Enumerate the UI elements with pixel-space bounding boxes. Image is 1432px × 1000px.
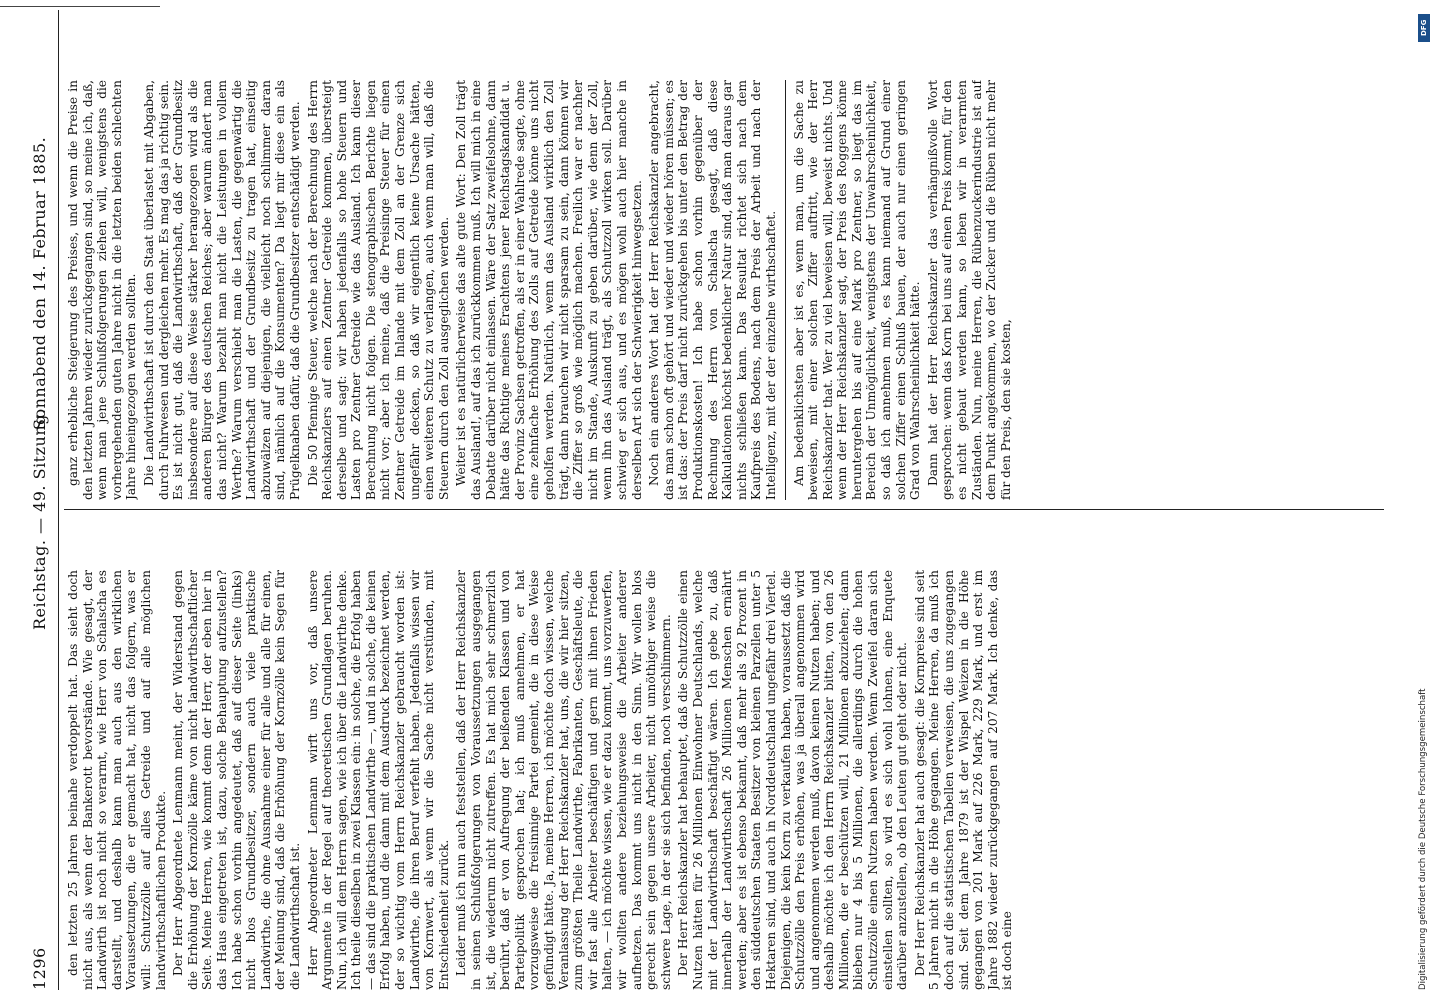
column-right	[66, 80, 1386, 500]
column-divider	[64, 509, 1384, 510]
paragraph: Weiter ist es natürlicherweise das alte gute Wort: Den Zoll trägt das Ausland!, auf das ich zurückkommen muß. Ich will mich in eine Debatte darüber nicht einlassen. Wäre der Satz zweifelsohne, dann hätte das Richtige meines Erachtens jener Reichstagskandidat u. der Provinz Sachsen getroffen, als er in einer Wahlrede sagte, ohne eine zehnfache Erhöhung des Zolls auf Getreide könne uns nicht geholfen werden. Natürlich, wenn das Ausland wirklich den Zoll trägt, dann brauchen wir nicht sparsam zu sein, dann können wir die Ziffer so groß wie möglich machen. Freilich war er nachher nicht im Stande, Auskunft zu geben darüber, wie denn der Zoll, wenn ihn das Ausland trägt, als Schutzzoll wirken soll. Darüber schwieg er sich aus, und es mögen wohl auch hier manche in derselben Art sich der Schwierigkeit hinwegsetzen.	[454, 80, 644, 500]
paragraph: Der Herr Reichskanzler hat behauptet, daß die Schutzzölle einen Nutzen hätten für 26 Millionen Einwohner Deutschlands, welche mit der Landwirthschaft beschäftigt wären. Ich gebe zu, daß innerhalb der Landwirthschaft 26 Millionen Menschen ernährt werden; aber es ist ebenso bekannt, daß mehr als 92 Prozent in den süddeutschen Staaten Besitzer von kleinen Parzellen unter 5 Hektaren sind, und auch in Norddeutschland ungefähr drei Viertel. Diejenigen, die kein Korn zu verkaufen haben, voraussetzt daß die Schutzzölle den Preis erhöhen, was ja überall angenommen wird und angenommen werden muß, davon keinen Nutzen haben; und deshalb möchte ich den Herrn Reichskanzler bitten, von den 26 Millionen, die er beschützen will, 21 Millionen abzuziehen; dann blieben nur 4 bis 5 Millionen, die allerdings durch die hohen Schutzzölle einen Nutzen haben werden. Wenn Zweifel daran sich einstellen sollten, so wird es sich wohl lohnen, eine Enquete darüber anzustellen, ob den Leuten gut geht oder nicht.	[676, 570, 910, 990]
column-left	[66, 570, 1386, 990]
paragraph: Noch ein anderes Wort hat der Herr Reichskanzler angebracht, das man schon oft gehört und wieder und wieder hören müssen; es ist das: der Preis darf nicht zurückgehen bis unter den Betrag der Produktionskosten! Ich habe schon vorhin gegenüber der Rechnung des Herrn von Schalscha gesagt, daß diese Kalkulationen höchst bedenklicher Natur sind, daß man daraus gar nichts schließen kann. Das Resultat richtet sich nach dem Kaufpreis des Bodens, nach dem Preis der Arbeit und nach der Intelligenz, mit der der einzelne wirthschaftet.	[647, 80, 778, 500]
dfg-credit: Digitalisierung gefördert durch die Deutsche Forschungsgemeinschaft	[1418, 688, 1428, 990]
paragraph: Der Herr Abgeordnete Lenmann meint, der Widerstand gegen die Erhöhung der Kornzölle käme von nicht landwirthschaftlicher Seite. Meine Herren, wie kommt denn der Herr, der eben hier in das Haus eingetreten ist, dazu, solche Behauptung aufzustellen? Ich habe schon vorhin angedeutet, daß auf dieser Seite (links) nicht blos Grundbesitzer, sondern auch viele praktische Landwirthe, die ohne Ausnahme einer für alle und alle für einen, der Meinung sind, daß die Erhöhung der Kornzölle kein Segen für die Landwirthschaft ist.	[171, 570, 302, 990]
paragraph: ganz erhebliche Steigerung des Preises, und wenn die Preise in den letzten Jahren wieder zurückgegangen sind, so meine ich, daß, wenn man jene Schlußfolgerungen ziehen will, wenigstens die vorhergehenden guten Jahre nicht in die letzten beiden schlechten Jahre hineingezogen werden sollten.	[66, 80, 139, 500]
session-date: Sonnabend den 14. Februar 1885.	[30, 136, 49, 430]
section-rule	[785, 80, 786, 500]
paragraph: Am bedenklichsten aber ist es, wenn man, um die Sache zu beweisen, mit einer solchen Ziffer auftritt, wie der Herr Reichskanzler that. Wer zu viel beweisen will, beweist nichts. Und wenn der Herr Reichskanzler sagt, der Preis des Roggens könne heruntergehen bis auf eine Mark pro Zentner, so liegt das im Bereich der Unmöglichkeit, wenigstens der Unwahrscheinlichkeit, so daß ich annehmen muß, es kann niemand auf Grund einer solchen Ziffer einen Schluß bauen, der auch nur einen geringen Grad von Wahrscheinlichkeit hätte.	[791, 80, 923, 500]
paragraph: Herr Abgeordneter Lenmann wirft uns vor, daß unsere Argumente in der Regel auf theoretischen Grundlagen beruhen. Nun, ich will dem Herrn sagen, wie ich über die Landwirthe denke. Ich theile dieselben in zwei Klassen ein: in solche, die Erfolg haben — das sind die praktischen Landwirthe —, und in solche, die keinen Erfolg haben, und die dann mit dem Ausdruck bezeichnet werden, der so wichtig vom Herrn Reichskanzler gebraucht worden ist: Landwirthe, die ihren Beruf verfehlt haben. Jedenfalls wissen wir von Kornwert, als wenn wir die Sache nicht verstünden, mit Entschiedenheit zurück.	[305, 570, 451, 990]
paragraph: Der Herr Reichskanzler hat auch gesagt: die Kornpreise sind seit 5 Jahren nicht in die Höhe gegangen. Meine Herren, da muß ich doch auf die statistischen Tabellen verweisen, die uns zugegangen sind. Seit dem Jahre 1879 ist der Wispel Weizen in die Höhe gegangen von 201 Mark auf 226 Mark, 229 Mark, und erst im Jahre 1882 wieder zurückgegangen auf 207 Mark. Ich denke, das ist doch eine	[912, 570, 1015, 990]
page-number: 1296	[30, 947, 49, 990]
paragraph: Leider muß ich nun auch feststellen, daß der Herr Reichskanzler in seinen Schlußfolgerungen von Voraussetzungen ausgegangen ist, die wiederum nicht zutreffen. Es hat mich sehr schmerzlich berührt, daß er von Aufregung der beißenden Klassen und von Parteipolitik gesprochen hat; ich muß annehmen, er hat vorzugsweise die freisinnige Partei gemeint, die in diese Weise gefündigt hätte. Ja, meine Herren, ich möchte doch wissen, welche Veranlassung der Herr Reichskanzler hat, uns, die wir hier sitzen, zum größten Theile Landwirthe, Fabrikanten, Geschäftsleute, die wir fast alle Arbeiter beschäftigen und gern mit ihnen Frieden halten, — ich möchte wissen, wie er dazu kommt, uns vorzuwerfen, wir wollten andere beziehungsweise die Arbeiter anderer aufhetzen. Das kommt uns nicht in den Sinn. Wir wollen blos gerecht sein gegen unsere Arbeiter, nicht unnöthiger weise die schwere Lage, in der sie sich befinden, noch verschlimmern.	[454, 570, 673, 990]
paragraph: den letzten 25 Jahren beinahe verdoppelt hat. Das sieht doch nicht aus, als wenn der Bankerott bevorstände. Wie gesagt, der Landwirth ist noch nicht so verarmt, wie Herr von Schalscha es darstellt, und deshalb kann man auch aus den wirklichen Voraussetzungen, die er gemacht hat, nicht das folgern, was er will: Schutzzölle auf alles Getreide und auf alle möglichen landwirthschaftlichen Produkte.	[66, 570, 168, 990]
paragraph: Die Landwirthschaft ist durch den Staat überlastet mit Abgaben, durch Fuhrwesen und dergleichen mehr. Es mag das ja richtig sein. Es ist nicht gut, daß die Landwirthschaft, daß der Grundbesitz insbesondere auf diese Weise stärker herangezogen wird als die anderen Bürger des deutschen Reiches; aber warum ändert man das nicht? Warum bezahlt man nicht die Leistungen in vollem Werthe? Warum verschiebt man die Lasten, die gegenwärtig die Landwirthschaft und der Grundbesitz zu tragen hat, einseitig abzuwälzen auf diejenigen, die vielleicht noch schlimmer daran sind, nämlich auf die Konsumenten? Da liegt mir diese ein als Prügelknaben dafür, daß die Grundbesitzer entschädigt werden.	[141, 80, 302, 500]
session-title: Reichstag. — 49. Sitzung.	[30, 408, 49, 630]
paragraph: Dann hat der Herr Reichskanzler das verhängnißvolle Wort gesprochen: wenn das Korn bei uns auf einen Preis kommt, für den es nicht gebaut werden kann, so leben wir in verarmten Zuständen. Nun, meine Herren, die Rübenzuckerindustrie ist auf dem Punkt angekommen, wo der Zucker und die Rüben nicht mehr für den Preis, den sie kosten,	[925, 80, 1013, 500]
page-header	[30, 10, 58, 990]
header-rule	[58, 10, 59, 990]
paragraph: Die 50 Pfennige Steuer, welche nach der Berechnung des Herrn Reichskanzlers auf einen Zentner Getreide kommen, übersteigt derselbe und sagt: wir haben jedenfalls so hohe Steuern und Lasten pro Zentner Getreide wie das Ausland. Ich kann dieser Berechnung nicht folgen. Die stenographischen Berichte liegen nicht vor; aber ich meine, daß die Preisinge Steuer für einen Zentner Getreide im Inlande mit dem Zoll an der Grenze sich ungefähr decken, so daß wir eigentlich keine Ursache hätten, einen weiteren Schutz zu verlangen, auch wenn man will, daß die Steuern durch den Zoll ausgeglichen werden.	[305, 80, 451, 500]
dfg-logo: DFG	[1418, 14, 1430, 42]
